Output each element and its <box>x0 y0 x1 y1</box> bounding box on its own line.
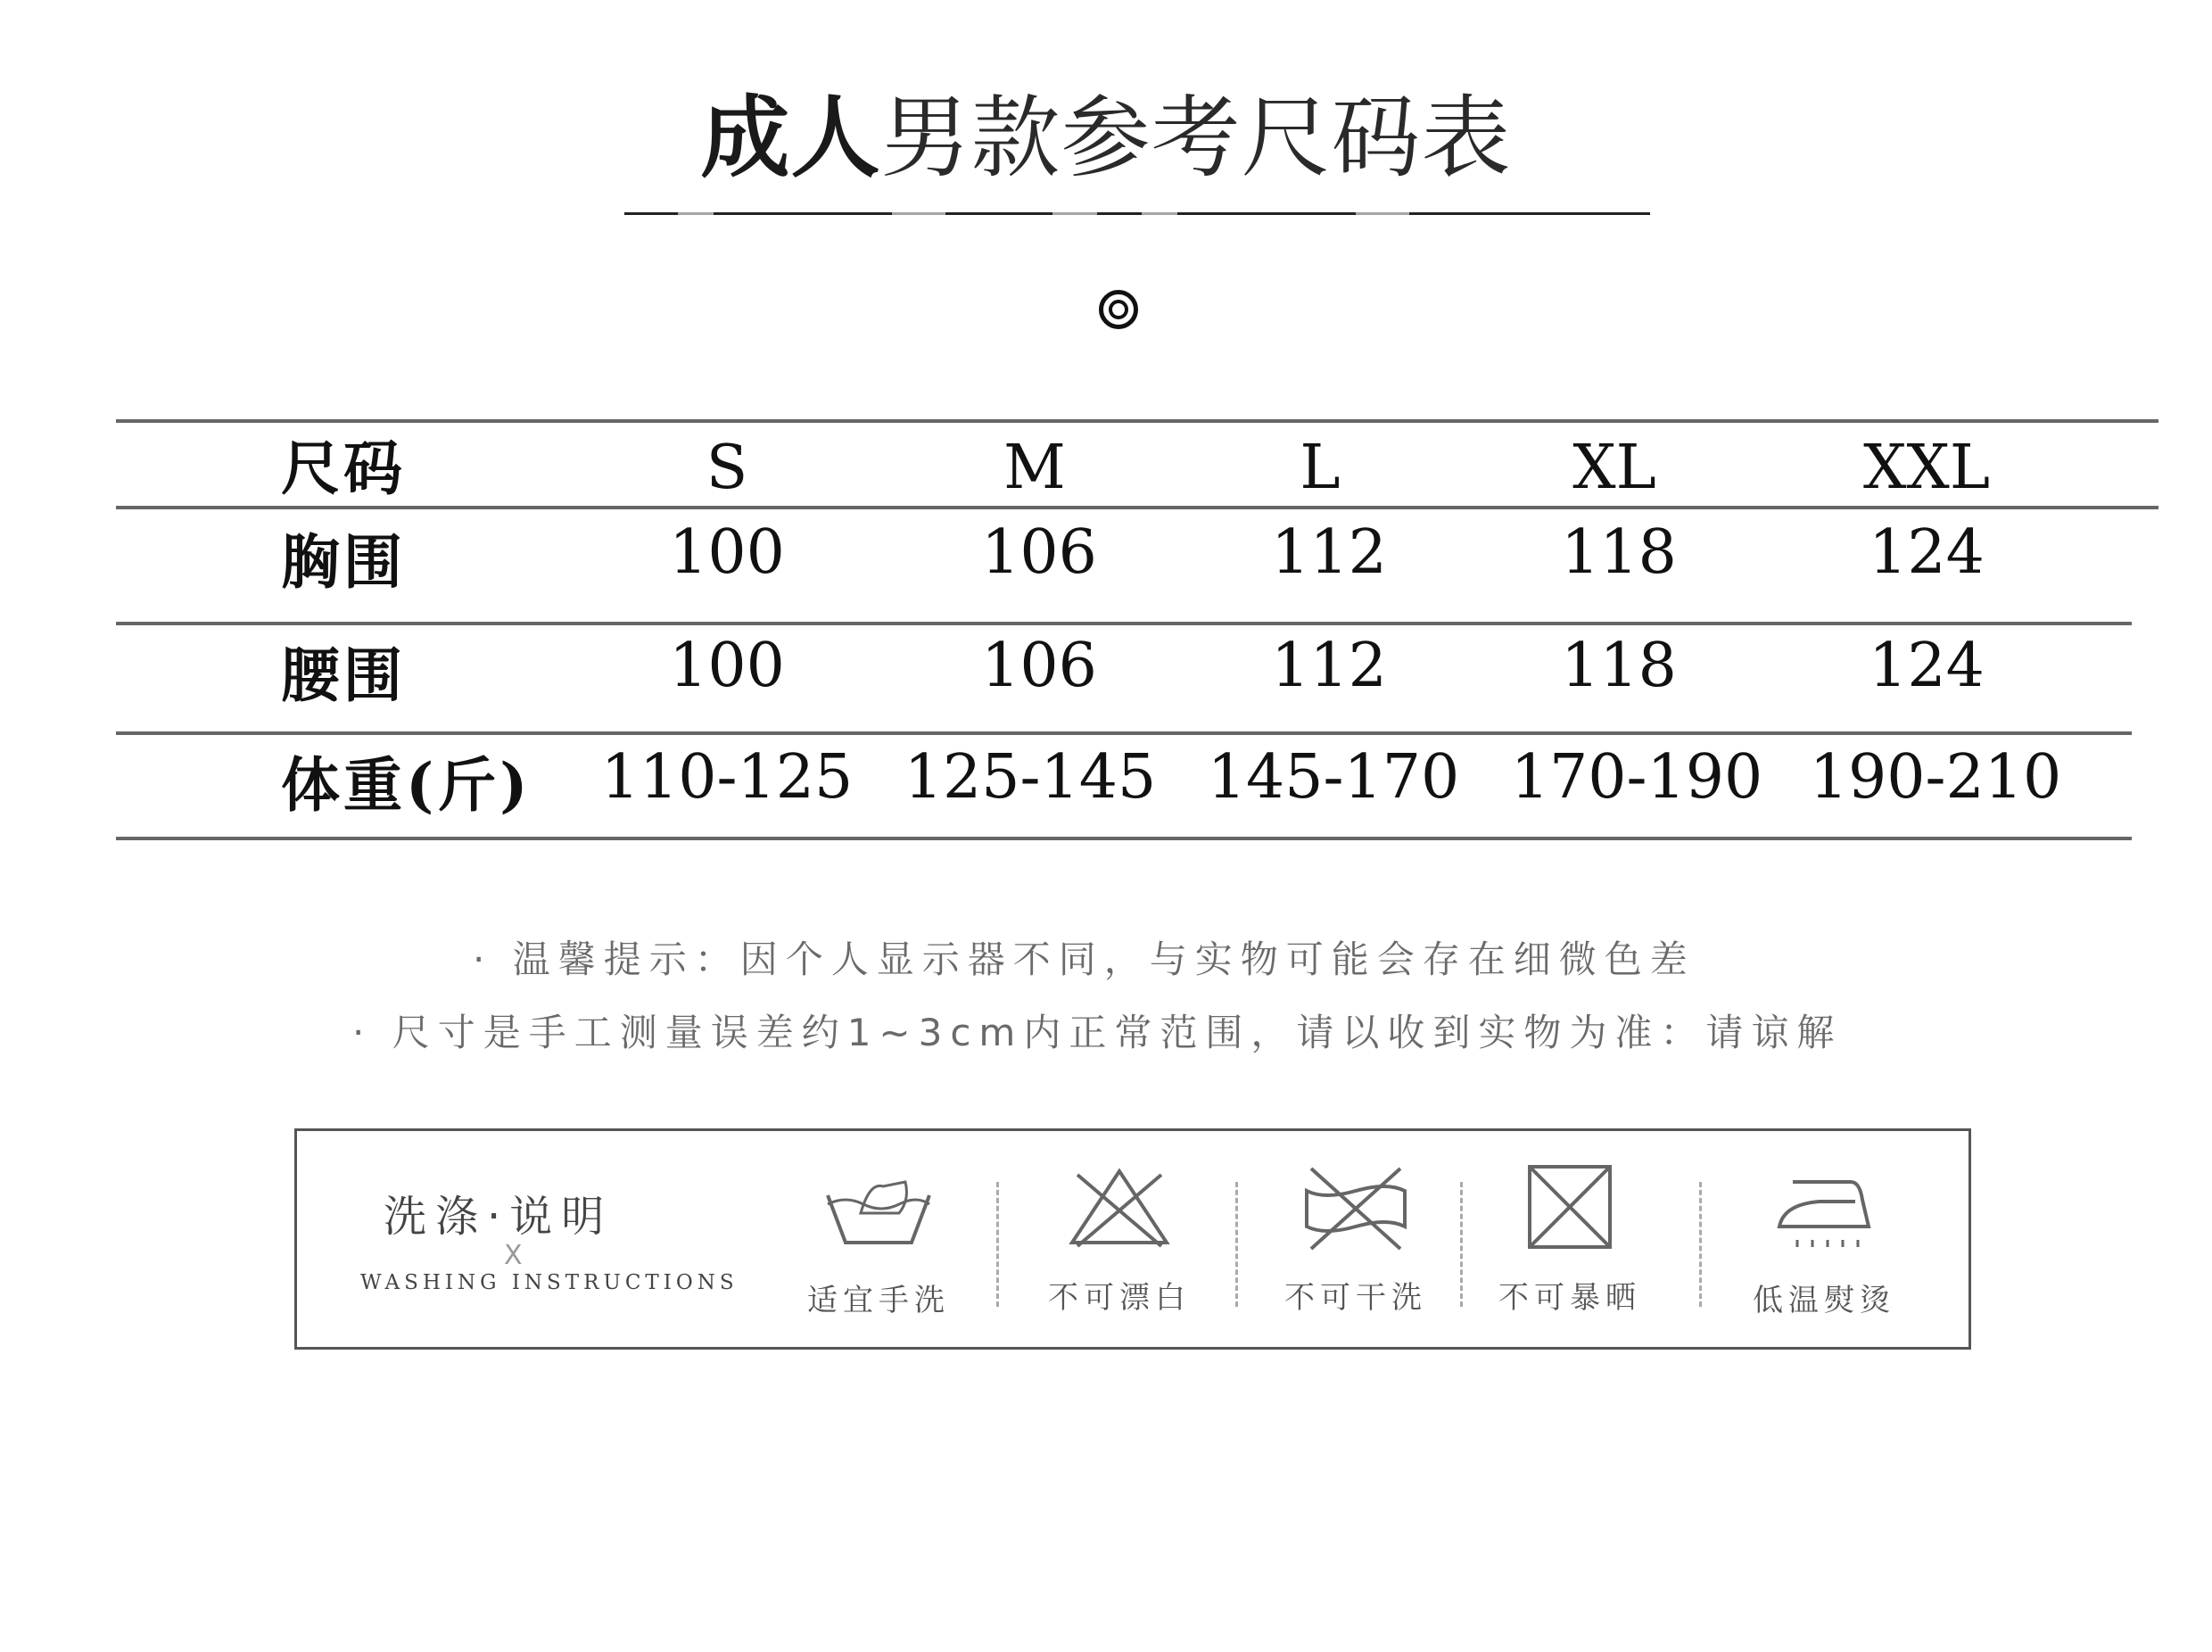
title-underline <box>624 212 1650 215</box>
washing-subtitle: WASHING INSTRUCTIONS <box>360 1271 739 1294</box>
care-item-no-bleach <box>1035 1164 1204 1325</box>
note-color-difference: · 温馨提示：因个人显示器不同，与实物可能会存在细微色差 <box>473 938 1696 981</box>
care-label: 不可暴晒 <box>1498 1280 1641 1316</box>
title-bold: 成人 <box>700 86 881 190</box>
note-measurement-error: · 尺寸是手工测量误差约1~3cm内正常范围，请以收到实物为准：请谅解 <box>352 1011 1843 1054</box>
washing-x-mark: X <box>504 1240 523 1271</box>
care-label: 低温熨烫 <box>1753 1283 1895 1318</box>
table-row-rule <box>116 622 2132 625</box>
table-cell: 110-125 <box>600 742 854 813</box>
care-label: 适宜手洗 <box>807 1283 950 1318</box>
table-cell: 106 <box>981 517 1097 588</box>
table-row-rule <box>116 731 2132 735</box>
row-label-weight: 体重(斤) <box>281 750 532 820</box>
care-label: 不可干洗 <box>1284 1280 1427 1316</box>
divider <box>996 1182 999 1307</box>
double-circle-icon <box>1099 290 1138 329</box>
row-label-waist: 腰围 <box>281 640 406 710</box>
divider <box>1460 1182 1463 1307</box>
header-size: 尺码 <box>281 434 406 503</box>
table-cell: 100 <box>669 631 785 701</box>
table-cell: 170-190 <box>1510 742 1763 813</box>
no-bleach-icon <box>1061 1164 1177 1253</box>
care-item-hand-wash <box>803 1164 954 1325</box>
table-cell: 124 <box>1869 517 1985 588</box>
table-cell: 112 <box>1271 631 1387 701</box>
header-m: M <box>1003 433 1066 503</box>
table-bottom-rule <box>116 837 2132 840</box>
table-cell: 145-170 <box>1207 742 1460 813</box>
table-top-rule <box>116 419 2158 423</box>
divider <box>1699 1182 1702 1307</box>
table-cell: 100 <box>669 517 785 588</box>
washing-title: 洗涤·说明 <box>384 1192 614 1242</box>
hand-wash-icon <box>821 1164 937 1253</box>
care-item-low-iron <box>1735 1164 1913 1325</box>
table-cell: 106 <box>981 631 1097 701</box>
divider <box>1235 1182 1238 1307</box>
care-label: 不可漂白 <box>1048 1280 1191 1316</box>
table-cell: 118 <box>1561 517 1677 588</box>
row-label-chest: 胸围 <box>281 527 406 597</box>
header-xxl: XXL <box>1863 433 1990 503</box>
header-s: S <box>706 433 748 503</box>
table-cell: 125-145 <box>904 742 1157 813</box>
table-cell: 118 <box>1561 631 1677 701</box>
page-title <box>0 85 2212 192</box>
table-cell: 124 <box>1869 631 1985 701</box>
no-tumble-dry-icon <box>1512 1160 1628 1249</box>
title-light: 男款参考尺码表 <box>880 86 1512 190</box>
header-l: L <box>1300 433 1341 503</box>
care-item-no-dry-clean <box>1267 1164 1445 1325</box>
table-cell: 190-210 <box>1809 742 2062 813</box>
care-item-no-tumble-dry <box>1481 1160 1659 1325</box>
no-dry-clean-icon <box>1298 1164 1414 1253</box>
table-cell: 112 <box>1271 517 1387 588</box>
low-iron-icon <box>1766 1164 1882 1253</box>
header-xl: XL <box>1572 433 1656 503</box>
